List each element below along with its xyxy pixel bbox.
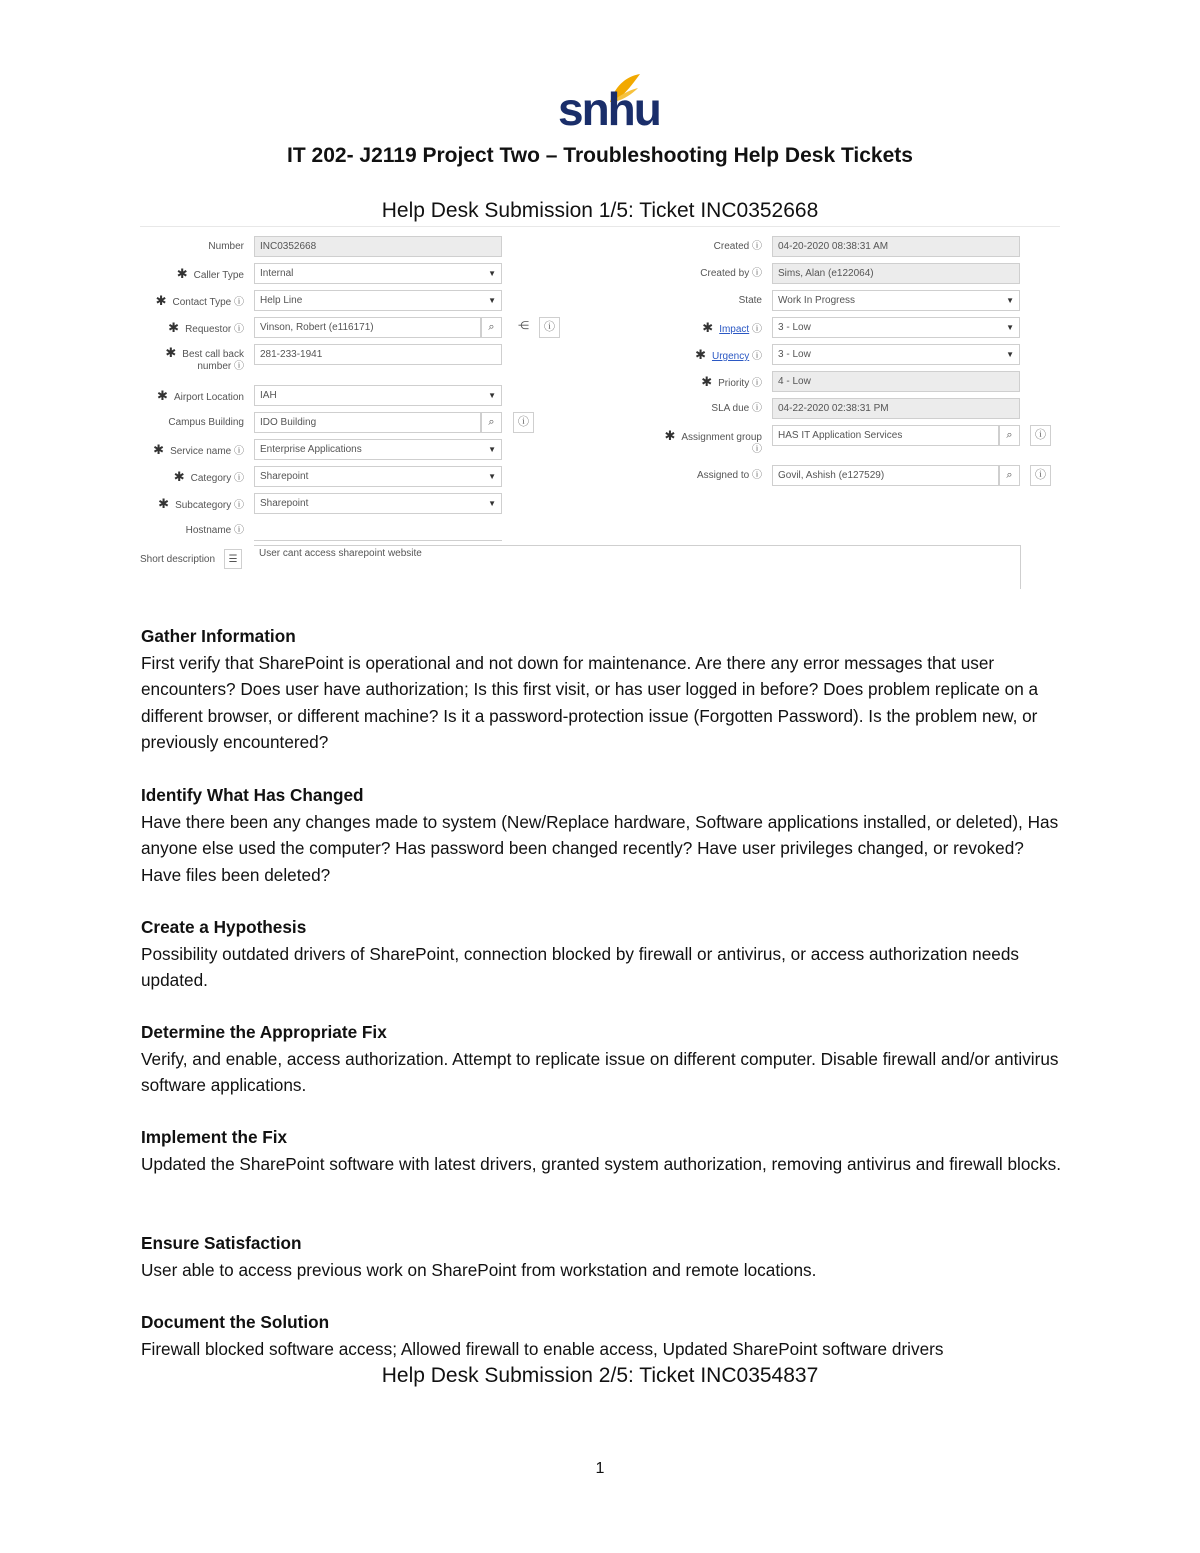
created-label: Created ⓘ: [713, 241, 762, 252]
contact-type-label: ✱ Contact Type ⓘ: [155, 293, 244, 308]
required-icon: ✱: [168, 320, 180, 335]
caller-type-select[interactable]: Internal ▼: [254, 263, 502, 284]
assignment-group-label: ✱ Assignment group ⓘ: [664, 428, 762, 455]
section-heading: Gather Information: [141, 626, 296, 646]
subcategory-label: ✱ Subcategory ⓘ: [158, 496, 244, 511]
logo-text: snhu: [558, 83, 660, 135]
airport-label: ✱ Airport Location: [157, 388, 244, 403]
submission-2-heading: Help Desk Submission 2/5: Ticket INC0354837: [381, 1364, 819, 1387]
hostname-label: Hostname ⓘ: [185, 525, 244, 536]
assigned-to-label: Assigned to ⓘ: [696, 470, 762, 481]
section-heading: Document the Solution: [141, 1312, 330, 1332]
state-select[interactable]: Work In Progress ▼: [772, 290, 1020, 311]
required-icon: ✱: [664, 428, 676, 443]
short-description-label: Short description: [140, 554, 216, 565]
required-icon: ✱: [701, 374, 713, 389]
section-text: Possibility outdated drivers of SharePoint, connection blocked by firewall or antivirus, or access authorization needs updated.: [141, 943, 1019, 990]
number-label: Number: [208, 241, 244, 252]
info-icon[interactable]: ⓘ: [539, 317, 560, 338]
search-icon[interactable]: ⌕: [481, 412, 502, 433]
requestor-label: ✱ Requestor ⓘ: [168, 320, 244, 335]
service-label: ✱ Service name ⓘ: [153, 442, 244, 457]
chevron-down-icon: ▼: [488, 499, 496, 508]
snhu-logo: [558, 72, 660, 135]
section-document-solution: [141, 1309, 1071, 1362]
short-description-field[interactable]: User cant access sharepoint website: [254, 545, 1021, 589]
required-icon: ✱: [176, 266, 188, 281]
search-icon[interactable]: ⌕: [999, 425, 1020, 446]
section-identify-changes: [141, 782, 1061, 888]
urgency-select[interactable]: 3 - Low ▼: [772, 344, 1020, 365]
submission-1-heading: Help Desk Submission 1/5: Ticket INC0352668: [381, 199, 819, 222]
number-field[interactable]: INC0352668: [254, 236, 502, 257]
section-hypothesis: [141, 914, 1061, 994]
required-icon: ✱: [158, 496, 170, 511]
category-label: ✱ Category ⓘ: [173, 469, 244, 484]
sla-due-label: SLA due ⓘ: [711, 403, 762, 414]
chevron-down-icon: ▼: [488, 296, 496, 305]
urgency-link[interactable]: Urgency: [711, 351, 750, 362]
section-heading: Determine the Appropriate Fix: [141, 1022, 387, 1042]
impact-link[interactable]: Impact: [719, 324, 750, 335]
search-icon[interactable]: ⌕: [999, 465, 1020, 486]
ticket-form: [140, 226, 1060, 593]
section-text: Verify, and enable, access authorization. Attempt to replicate issue on different computer. Disable firewall and/or antivirus software applications.: [141, 1048, 1059, 1095]
priority-label: ✱ Priority ⓘ: [701, 374, 762, 389]
required-icon: ✱: [173, 469, 185, 484]
chevron-down-icon: ▼: [1006, 350, 1014, 359]
required-icon: ✱: [157, 388, 168, 403]
section-text: Updated the SharePoint software with latest drivers, granted system authorization, removing antivirus and firewall blocks.: [141, 1153, 1061, 1174]
contact-type-select[interactable]: Help Line ▼: [254, 290, 502, 311]
callback-field[interactable]: 281-233-1941: [254, 344, 502, 365]
created-field[interactable]: 04-20-2020 08:38:31 AM: [772, 236, 1020, 257]
caller-type-label: ✱ Caller Type: [176, 266, 244, 281]
chevron-down-icon: ▼: [1006, 323, 1014, 332]
chevron-down-icon: ▼: [488, 391, 496, 400]
info-icon[interactable]: ⓘ: [1030, 465, 1051, 486]
section-gather-information: [141, 623, 1061, 756]
hostname-field[interactable]: [254, 520, 502, 541]
chevron-down-icon: ▼: [1006, 296, 1014, 305]
section-text: First verify that SharePoint is operational and not down for maintenance. Are there any error messages that user encounters? Does user have authorization; Is this first visit, or has user logged in before? Does problem replicate on a different browser, or different machine? Is it a password-protection issue (Forgotten Password). Is the problem new, or previously encountered?: [141, 652, 1039, 752]
assignment-group-field[interactable]: HAS IT Application Services: [772, 425, 999, 446]
section-heading: Implement the Fix: [141, 1127, 288, 1147]
requestor-field[interactable]: Vinson, Robert (e116171): [254, 317, 481, 338]
section-heading: Identify What Has Changed: [141, 785, 364, 805]
assigned-to-field[interactable]: Govil, Ashish (e127529): [772, 465, 999, 486]
section-text: Firewall blocked software access; Allowed firewall to enable access, Updated SharePoint software drivers: [141, 1338, 944, 1359]
category-select[interactable]: Sharepoint ▼: [254, 466, 502, 487]
chevron-down-icon: ▼: [488, 445, 496, 454]
service-select[interactable]: Enterprise Applications ▼: [254, 439, 502, 460]
required-icon: ✱: [153, 442, 165, 457]
search-icon[interactable]: ⌕: [481, 317, 502, 338]
page-number: 1: [595, 1460, 605, 1477]
subcategory-select[interactable]: Sharepoint ▼: [254, 493, 502, 514]
campus-label: Campus Building: [168, 417, 244, 428]
section-ensure-satisfaction: [141, 1230, 1061, 1283]
sla-due-field[interactable]: 04-22-2020 02:38:31 PM: [772, 398, 1020, 419]
chevron-down-icon: ▼: [488, 472, 496, 481]
campus-field[interactable]: IDO Building: [254, 412, 481, 433]
created-by-label: Created by ⓘ: [700, 268, 762, 279]
page-title: IT 202- J2119 Project Two – Troubleshooting Help Desk Tickets: [287, 144, 913, 167]
airport-select[interactable]: IAH ▼: [254, 385, 502, 406]
required-icon: ✱: [695, 347, 706, 362]
chevron-down-icon: ▼: [488, 269, 496, 278]
required-icon: ✱: [165, 345, 177, 360]
impact-label: ✱ Impact ⓘ: [702, 320, 762, 335]
tree-icon[interactable]: ⋲: [513, 317, 534, 338]
callback-label: ✱ Best call back number ⓘ: [165, 345, 244, 372]
required-icon: ✱: [155, 293, 167, 308]
section-text: User able to access previous work on SharePoint from workstation and remote locations.: [141, 1259, 817, 1280]
section-heading: Create a Hypothesis: [141, 917, 307, 937]
template-icon[interactable]: ☰: [224, 549, 242, 569]
impact-select[interactable]: 3 - Low ▼: [772, 317, 1020, 338]
section-implement-fix: [141, 1124, 1061, 1177]
created-by-field[interactable]: Sims, Alan (e122064): [772, 263, 1020, 284]
state-label: State: [738, 295, 762, 306]
priority-field[interactable]: 4 - Low: [772, 371, 1020, 392]
info-icon[interactable]: ⓘ: [513, 412, 534, 433]
section-text: Have there been any changes made to system (New/Replace hardware, Software applications installed, or deleted), Has anyone else used the computer? Has password been changed recently? Have user privileges changed, or revoked? Have files been deleted?: [141, 811, 1059, 885]
section-heading: Ensure Satisfaction: [141, 1233, 302, 1253]
info-icon[interactable]: ⓘ: [1030, 425, 1051, 446]
section-appropriate-fix: [141, 1019, 1061, 1099]
required-icon: ✱: [702, 320, 714, 335]
urgency-label: ✱ Urgency ⓘ: [695, 347, 762, 362]
